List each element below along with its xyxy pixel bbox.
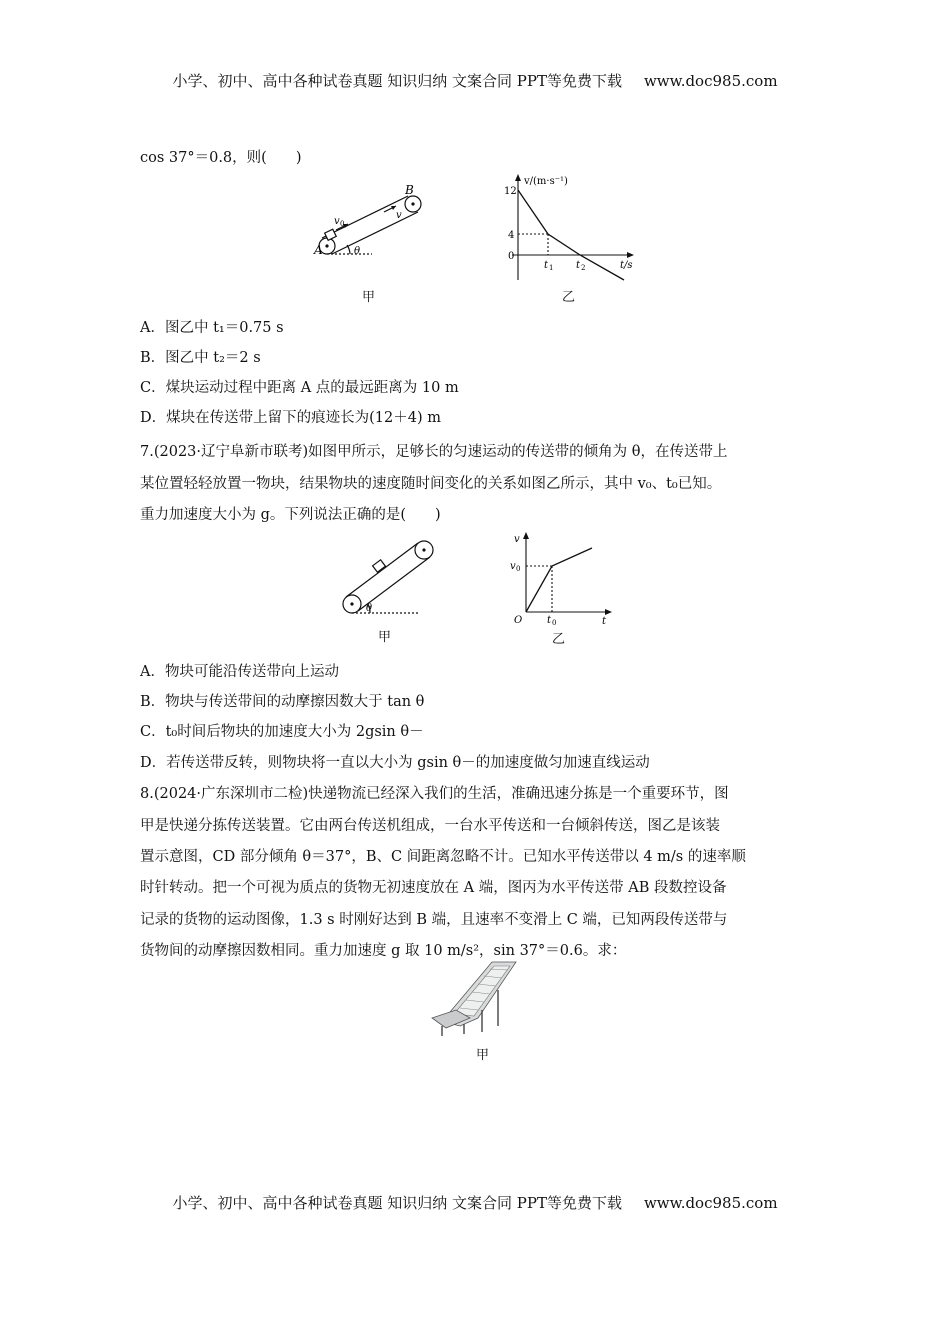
block	[373, 560, 386, 572]
q7-option-b: B．物块与传送带间的动摩擦因数大于 tan θ	[140, 694, 425, 710]
v-t-line	[526, 548, 592, 612]
header-site: www.doc985.com	[643, 72, 778, 90]
y-arrowhead	[515, 174, 521, 181]
label-a: A	[314, 243, 323, 257]
q6-figure-yi	[500, 172, 650, 284]
q6-caption-yi: 乙	[562, 290, 576, 305]
tick-t1: t	[544, 260, 549, 271]
q7-stem-line-2: 某位置轻轻放置一物块，结果物块的速度随时间变化的关系如图乙所示，其中 v₀、t₀已知。	[140, 476, 722, 492]
q6-stem-tail: cos 37°＝0.8，则( )	[140, 150, 302, 166]
pulley-bottom-dot	[350, 602, 353, 605]
label-v0-sub: 0	[340, 220, 345, 228]
header-text: 小学、初中、高中各种试卷真题 知识归纳 文案合同 PPT等免费下载	[172, 72, 622, 90]
page-footer	[0, 1192, 950, 1213]
belt-top-edge	[346, 543, 418, 597]
q7-option-c: C．t₀时间后物块的加速度大小为 2gsin θ－	[140, 724, 424, 740]
label-theta: θ	[354, 246, 361, 257]
tick-t0: t	[547, 615, 552, 626]
footer-text: 小学、初中、高中各种试卷真题 知识归纳 文案合同 PPT等免费下载	[172, 1194, 622, 1212]
q8-caption-jia: 甲	[476, 1048, 490, 1063]
tick-t1-sub: 1	[549, 264, 554, 272]
x-axis-label: t	[602, 616, 607, 626]
q8-stem-line-4: 时针转动。把一个可视为质点的货物无初速度放在 A 端，图丙为水平传送带 AB 段数控设备	[140, 880, 727, 896]
q8-stem-line-5: 记录的货物的运动图像，1.3 s 时刚好达到 B 端，且速率不变滑上 C 端，已知两段传送带与	[140, 912, 728, 928]
q7-option-a: A．物块可能沿传送带向上运动	[140, 664, 339, 680]
belt-bottom-edge	[332, 212, 418, 254]
q7-figure-yi	[506, 530, 616, 626]
q7-option-d: D．若传送带反转，则物块将一直以大小为 gsin θ－的加速度做匀加速直线运动	[140, 755, 650, 771]
q8-figure-conveyor-photo	[430, 960, 522, 1036]
q8-stem-line-2: 甲是快递分拣传送装置。它由两台传送机组成，一台水平传送和一台倾斜传送，图乙是该装	[140, 818, 720, 834]
y-axis-label: v	[514, 534, 520, 545]
x-axis-label: t/s	[620, 260, 633, 271]
q7-stem-line-3: 重力加速度大小为 g。下列说法正确的是( )	[140, 507, 441, 523]
label-v0: v	[334, 216, 340, 227]
q7-stem-line-1: 7.(2023·辽宁阜新市联考)如图甲所示，足够长的匀速运动的传送带的倾角为 θ，在传送带上	[140, 444, 728, 460]
pulley-b-dot	[411, 202, 414, 205]
tick-12: 12	[504, 186, 517, 197]
tick-t0-sub: 0	[552, 619, 557, 626]
x-arrowhead	[627, 252, 634, 258]
q7-figure-jia	[336, 536, 440, 622]
tick-4: 4	[508, 230, 515, 241]
footer-site: www.doc985.com	[643, 1194, 778, 1212]
tick-t2-sub: 2	[581, 264, 586, 272]
q6-option-c: C．煤块运动过程中距离 A 点的最远距离为 10 m	[140, 380, 459, 396]
q6-option-a: A．图乙中 t₁＝0.75 s	[140, 320, 284, 336]
q8-stem-line-6: 货物间的动摩擦因数相同。重力加速度 g 取 10 m/s²，sin 37°＝0.6。求：	[140, 943, 627, 959]
x-arrowhead	[605, 609, 612, 615]
tick-v0: v	[510, 561, 516, 572]
tick-t2: t	[576, 260, 581, 271]
y-arrowhead	[523, 532, 529, 539]
label-v: v	[396, 210, 402, 221]
pulley-a-dot	[325, 244, 328, 247]
label-b: B	[405, 183, 414, 197]
label-theta: θ	[366, 603, 373, 614]
q8-stem-line-3: 置示意图，CD 部分倾角 θ＝37°，B、C 间距离忽略不计。已知水平传送带以 4 m/s 的速率顺	[140, 849, 746, 865]
q8-stem-line-1: 8.(2024·广东深圳市二检)快递物流已经深入我们的生活，准确迅速分拣是一个重要环节，图	[140, 786, 729, 802]
q6-option-d: D．煤块在传送带上留下的痕迹长为(12＋4) m	[140, 410, 441, 426]
q7-caption-jia: 甲	[378, 630, 392, 645]
y-axis-label: v/(m·s⁻¹)	[524, 176, 568, 187]
v-t-line	[518, 190, 624, 280]
angle-arc	[347, 245, 350, 254]
page-header	[0, 70, 950, 91]
tick-0: 0	[508, 251, 515, 262]
q6-caption-jia: 甲	[362, 290, 376, 305]
q6-option-b: B．图乙中 t₂＝2 s	[140, 350, 261, 366]
q7-caption-yi: 乙	[552, 632, 566, 647]
tick-v0-sub: 0	[516, 565, 521, 573]
q6-figure-jia	[310, 180, 430, 276]
pulley-top-dot	[422, 548, 425, 551]
origin-label: O	[514, 615, 523, 626]
